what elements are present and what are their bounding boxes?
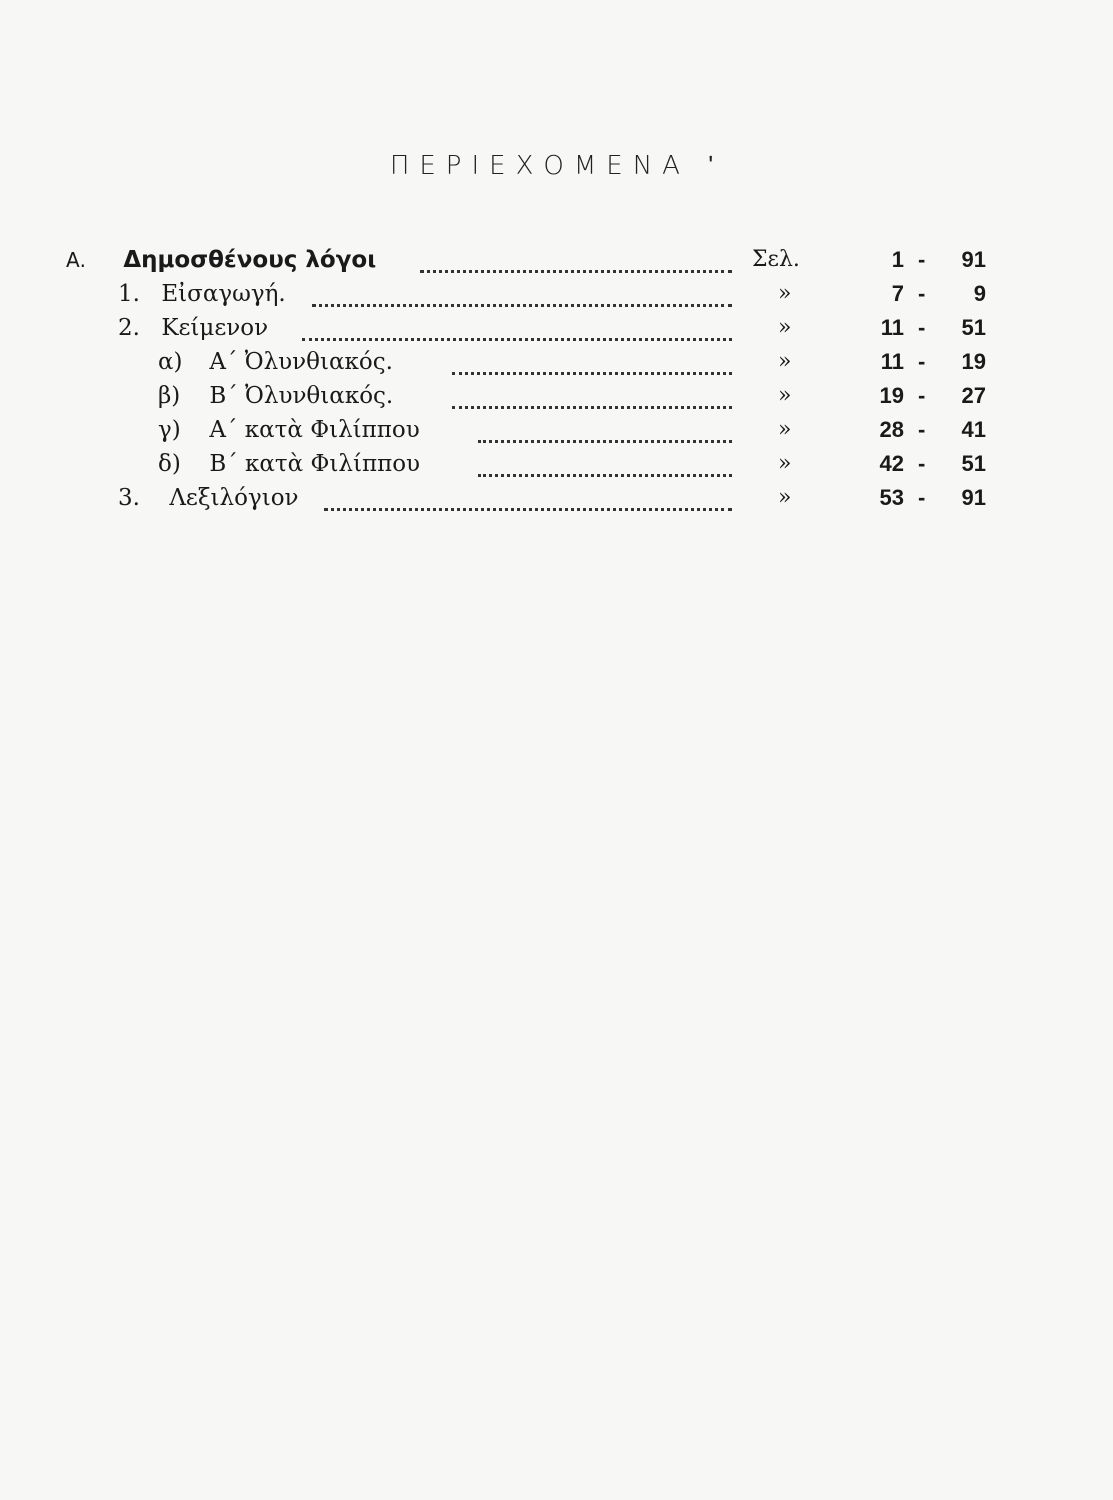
- ditto-mark: »: [778, 485, 792, 510]
- page-to: 91: [961, 485, 986, 510]
- toc-entry: [0, 276, 1113, 312]
- page-dash: -: [918, 383, 926, 408]
- dot-leader: [478, 450, 732, 477]
- toc-title: Εἰσαγωγή.: [161, 281, 286, 307]
- page-from: 11: [880, 349, 904, 374]
- toc-entry: [0, 310, 1113, 346]
- dot-leader: [478, 416, 732, 443]
- ditto-mark: »: [778, 281, 792, 306]
- page-to: 27: [961, 383, 986, 408]
- toc-title: Α΄ κατὰ Φιλίππου: [209, 417, 420, 443]
- page-dash: -: [918, 247, 926, 272]
- page-dash: -: [918, 451, 926, 476]
- page-column-label: Σελ.: [752, 247, 800, 272]
- dot-leader: [312, 280, 732, 307]
- toc-title: Δημοσθένους λόγοι: [123, 247, 377, 273]
- toc-marker: 2.: [118, 315, 140, 341]
- toc-marker: Α.: [66, 248, 87, 272]
- page-to: 51: [961, 451, 986, 476]
- toc-entry: [0, 412, 1113, 448]
- page-from: 7: [891, 281, 904, 306]
- toc-entry: [0, 378, 1113, 414]
- dot-leader: [452, 382, 732, 409]
- page-to: 19: [961, 349, 986, 374]
- toc-marker: 3.: [118, 485, 140, 511]
- page-to: 41: [961, 417, 986, 442]
- page-from: 19: [879, 383, 904, 408]
- toc-marker: δ): [158, 451, 181, 477]
- page-to: 51: [961, 315, 986, 340]
- ditto-mark: »: [778, 451, 792, 476]
- page-dash: -: [918, 315, 926, 340]
- page-from: 42: [879, 451, 904, 476]
- toc-title: Κείμενον: [161, 315, 269, 341]
- toc-entry: [0, 480, 1113, 516]
- dot-leader: [452, 348, 732, 375]
- page-from: 11: [880, 315, 904, 340]
- toc-title: Α΄ Ὀλυνθιακός.: [209, 349, 393, 375]
- toc-marker: α): [158, 349, 183, 375]
- page-to: 9: [973, 281, 986, 306]
- page-title: ΠΕΡΙΕΧΟΜΕΝΑ ʹ: [389, 151, 724, 181]
- page-from: 53: [879, 485, 904, 510]
- page-from: 1: [891, 247, 904, 272]
- toc-title: Λεξιλόγιον: [169, 485, 299, 511]
- dot-leader: [420, 246, 732, 273]
- ditto-mark: »: [778, 417, 792, 442]
- page-dash: -: [918, 281, 926, 306]
- ditto-mark: »: [778, 349, 792, 374]
- toc-entry: [0, 446, 1113, 482]
- toc-title: Β΄ κατὰ Φιλίππου: [209, 451, 421, 477]
- toc-title: Β΄ Ὀλυνθιακός.: [209, 383, 394, 409]
- toc-marker: β): [158, 383, 181, 409]
- page-to: 91: [961, 247, 986, 272]
- toc-marker: γ): [158, 417, 181, 443]
- dot-leader: [324, 484, 732, 511]
- page-from: 28: [879, 417, 904, 442]
- ditto-mark: »: [778, 315, 792, 340]
- page-dash: -: [918, 349, 926, 374]
- dot-leader: [302, 314, 732, 341]
- toc-marker: 1.: [118, 281, 140, 307]
- page-dash: -: [918, 485, 926, 510]
- toc-entry: [0, 242, 1113, 278]
- ditto-mark: »: [778, 383, 792, 408]
- toc-entry: [0, 344, 1113, 380]
- page-dash: -: [918, 417, 926, 442]
